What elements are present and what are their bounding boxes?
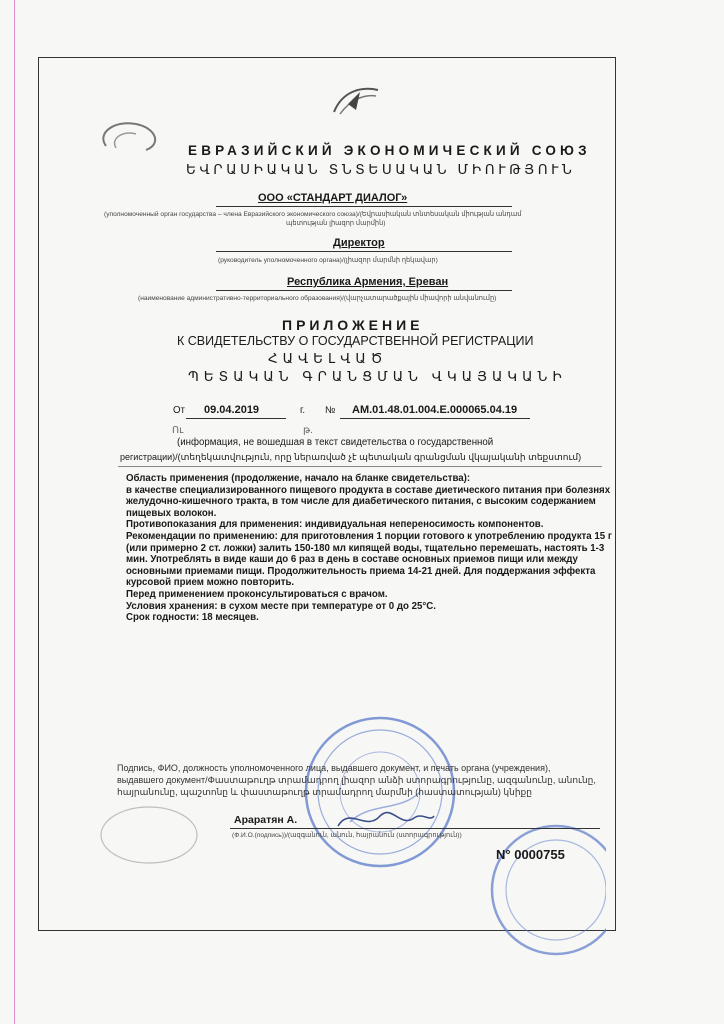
info-caption-line1: (информация, не вошедшая в текст свидетельства о государственной xyxy=(177,437,494,448)
union-title-ru: ЕВРАЗИЙСКИЙ ЭКОНОМИЧЕСКИЙ СОЮЗ xyxy=(188,143,591,158)
body-line: в качестве специализированного пищевого продукта в составе диетического питания при болезнях xyxy=(126,484,611,496)
title-ru-line1: ПРИЛОЖЕНИЕ xyxy=(282,317,424,333)
location-caption: (наименование административно-территориального образования)/(վարչատարածքային միավորի անվանումը) xyxy=(138,295,497,302)
am-year-label: թ. xyxy=(303,425,313,436)
body-line: Срок годности: 18 месяцев. xyxy=(126,612,259,624)
body-line: желудочно-кишечного тракта, в том числе для диабетического питания, с высоким содержанием xyxy=(126,496,596,508)
body-line: курсовой прием можно повторить. xyxy=(126,577,295,589)
year-label: г. xyxy=(300,405,306,416)
registration-date: 09.04.2019 xyxy=(204,404,260,416)
signatory-name: Араратян А. xyxy=(234,814,298,826)
emblem-swirl-icon xyxy=(96,118,166,158)
signature-caption-1: Подпись, ФИО, должность уполномоченного лица, выдавшего документ, и печать органа (учреждения), xyxy=(117,763,551,773)
faded-stamp xyxy=(94,800,204,870)
union-title-am: ԵՎՐԱՍԻԱԿԱՆ ՏՆՏԵՍԱԿԱՆ ՄԻՈՒԹՅՈՒՆ xyxy=(186,162,576,177)
head-caption: (руководитель уполномоченного органа)/(լիազոր մարմնի ղեկավար) xyxy=(218,257,438,264)
number-underline xyxy=(340,418,530,419)
number-label: № xyxy=(325,405,336,416)
body-line: основными приемами пищи. Продолжительность приема 14-21 дней. Для поддержания эффекта xyxy=(126,565,596,577)
body-line: Рекомендации по применению: для приготовления 1 порции готового к употреблению продукта 15 г xyxy=(126,530,612,542)
registration-number: AM.01.48.01.004.E.000065.04.19 xyxy=(352,404,518,416)
signature-caption-2: выдавшего документ/Փաստաթուղթ տրամադրող լիազոր անձի ստորագրությունը, ազգանունը, անունը, xyxy=(117,775,596,785)
signature-underline xyxy=(230,828,600,829)
secondary-seal-stamp xyxy=(466,820,606,960)
serial-number-block xyxy=(496,847,565,862)
eaeu-logo-icon xyxy=(330,82,382,122)
location-underline xyxy=(216,290,512,291)
body-line: Область применения (продолжение, начало на бланке свидетельства): xyxy=(126,473,471,484)
location-place: Республика Армения, Ереван xyxy=(287,276,449,288)
title-ru-line2: К СВИДЕТЕЛЬСТВУ О ГОСУДАРСТВЕННОЙ РЕГИСТРАЦИИ xyxy=(177,334,534,348)
title-am-line1: ՀԱՎԵԼՎԱԾ xyxy=(268,351,388,366)
body-line: мин. Употреблять в виде каши до 6 раз в день в составе основных приемов пищи или между xyxy=(126,554,578,566)
margin-guide-line xyxy=(14,0,15,1024)
signature-caption-3: հայրանունը, պաշտոնը և փաստաթուղթ տրամադրող մարմնի (հաստատության) կնիքը xyxy=(117,787,532,797)
organization-name: ООО «СТАНДАРТ ДИАЛОГ» xyxy=(258,192,408,204)
organization-caption-1: (уполномоченный орган государства – члена Евразийского экономического союза)/(Եվրասիական տնտեսական միության անդամ xyxy=(104,211,522,218)
organization-caption-2: պետության լիազոր մարմին) xyxy=(286,220,386,227)
from-label: От xyxy=(173,405,185,416)
body-line: (или примерно 2 ст. ложки) залить 150-180 мл кипящей воды, тщательно перемешать, настоять 1-3 xyxy=(126,542,605,554)
head-underline xyxy=(216,251,512,252)
body-line: Перед применением проконсультироваться с врачом. xyxy=(126,588,388,600)
body-line: пищевых волокон. xyxy=(126,507,217,519)
head-position: Директор xyxy=(333,237,385,249)
am-from-label: Ու xyxy=(172,425,184,436)
title-am-line2: ՊԵՏԱԿԱՆ ԳՐԱՆՑՄԱՆ ՎԿԱՅԱԿԱՆԻ xyxy=(188,369,567,384)
body-line: Условия хранения: в сухом месте при температуре от 0 до 25°С. xyxy=(126,600,436,612)
signature-name-caption: (Ф.И.О.(подпись))/(ազգանուն, անուն, հայրանուն (ստորագրություն)) xyxy=(232,832,462,839)
body-line: Противопоказания для применения: индивидуальная непереносимость компонентов. xyxy=(126,519,544,531)
serial-number: 0000755 xyxy=(514,847,565,862)
info-caption-line2: регистрации)/(տեղեկատվություն, որը ներառված չէ պետական գրանցման վկայականի տեքստում) xyxy=(120,452,582,462)
serial-label: N° xyxy=(496,847,511,862)
body-text-block xyxy=(126,473,612,624)
date-underline xyxy=(186,418,286,419)
info-underline xyxy=(118,466,602,467)
organization-underline xyxy=(216,206,512,207)
